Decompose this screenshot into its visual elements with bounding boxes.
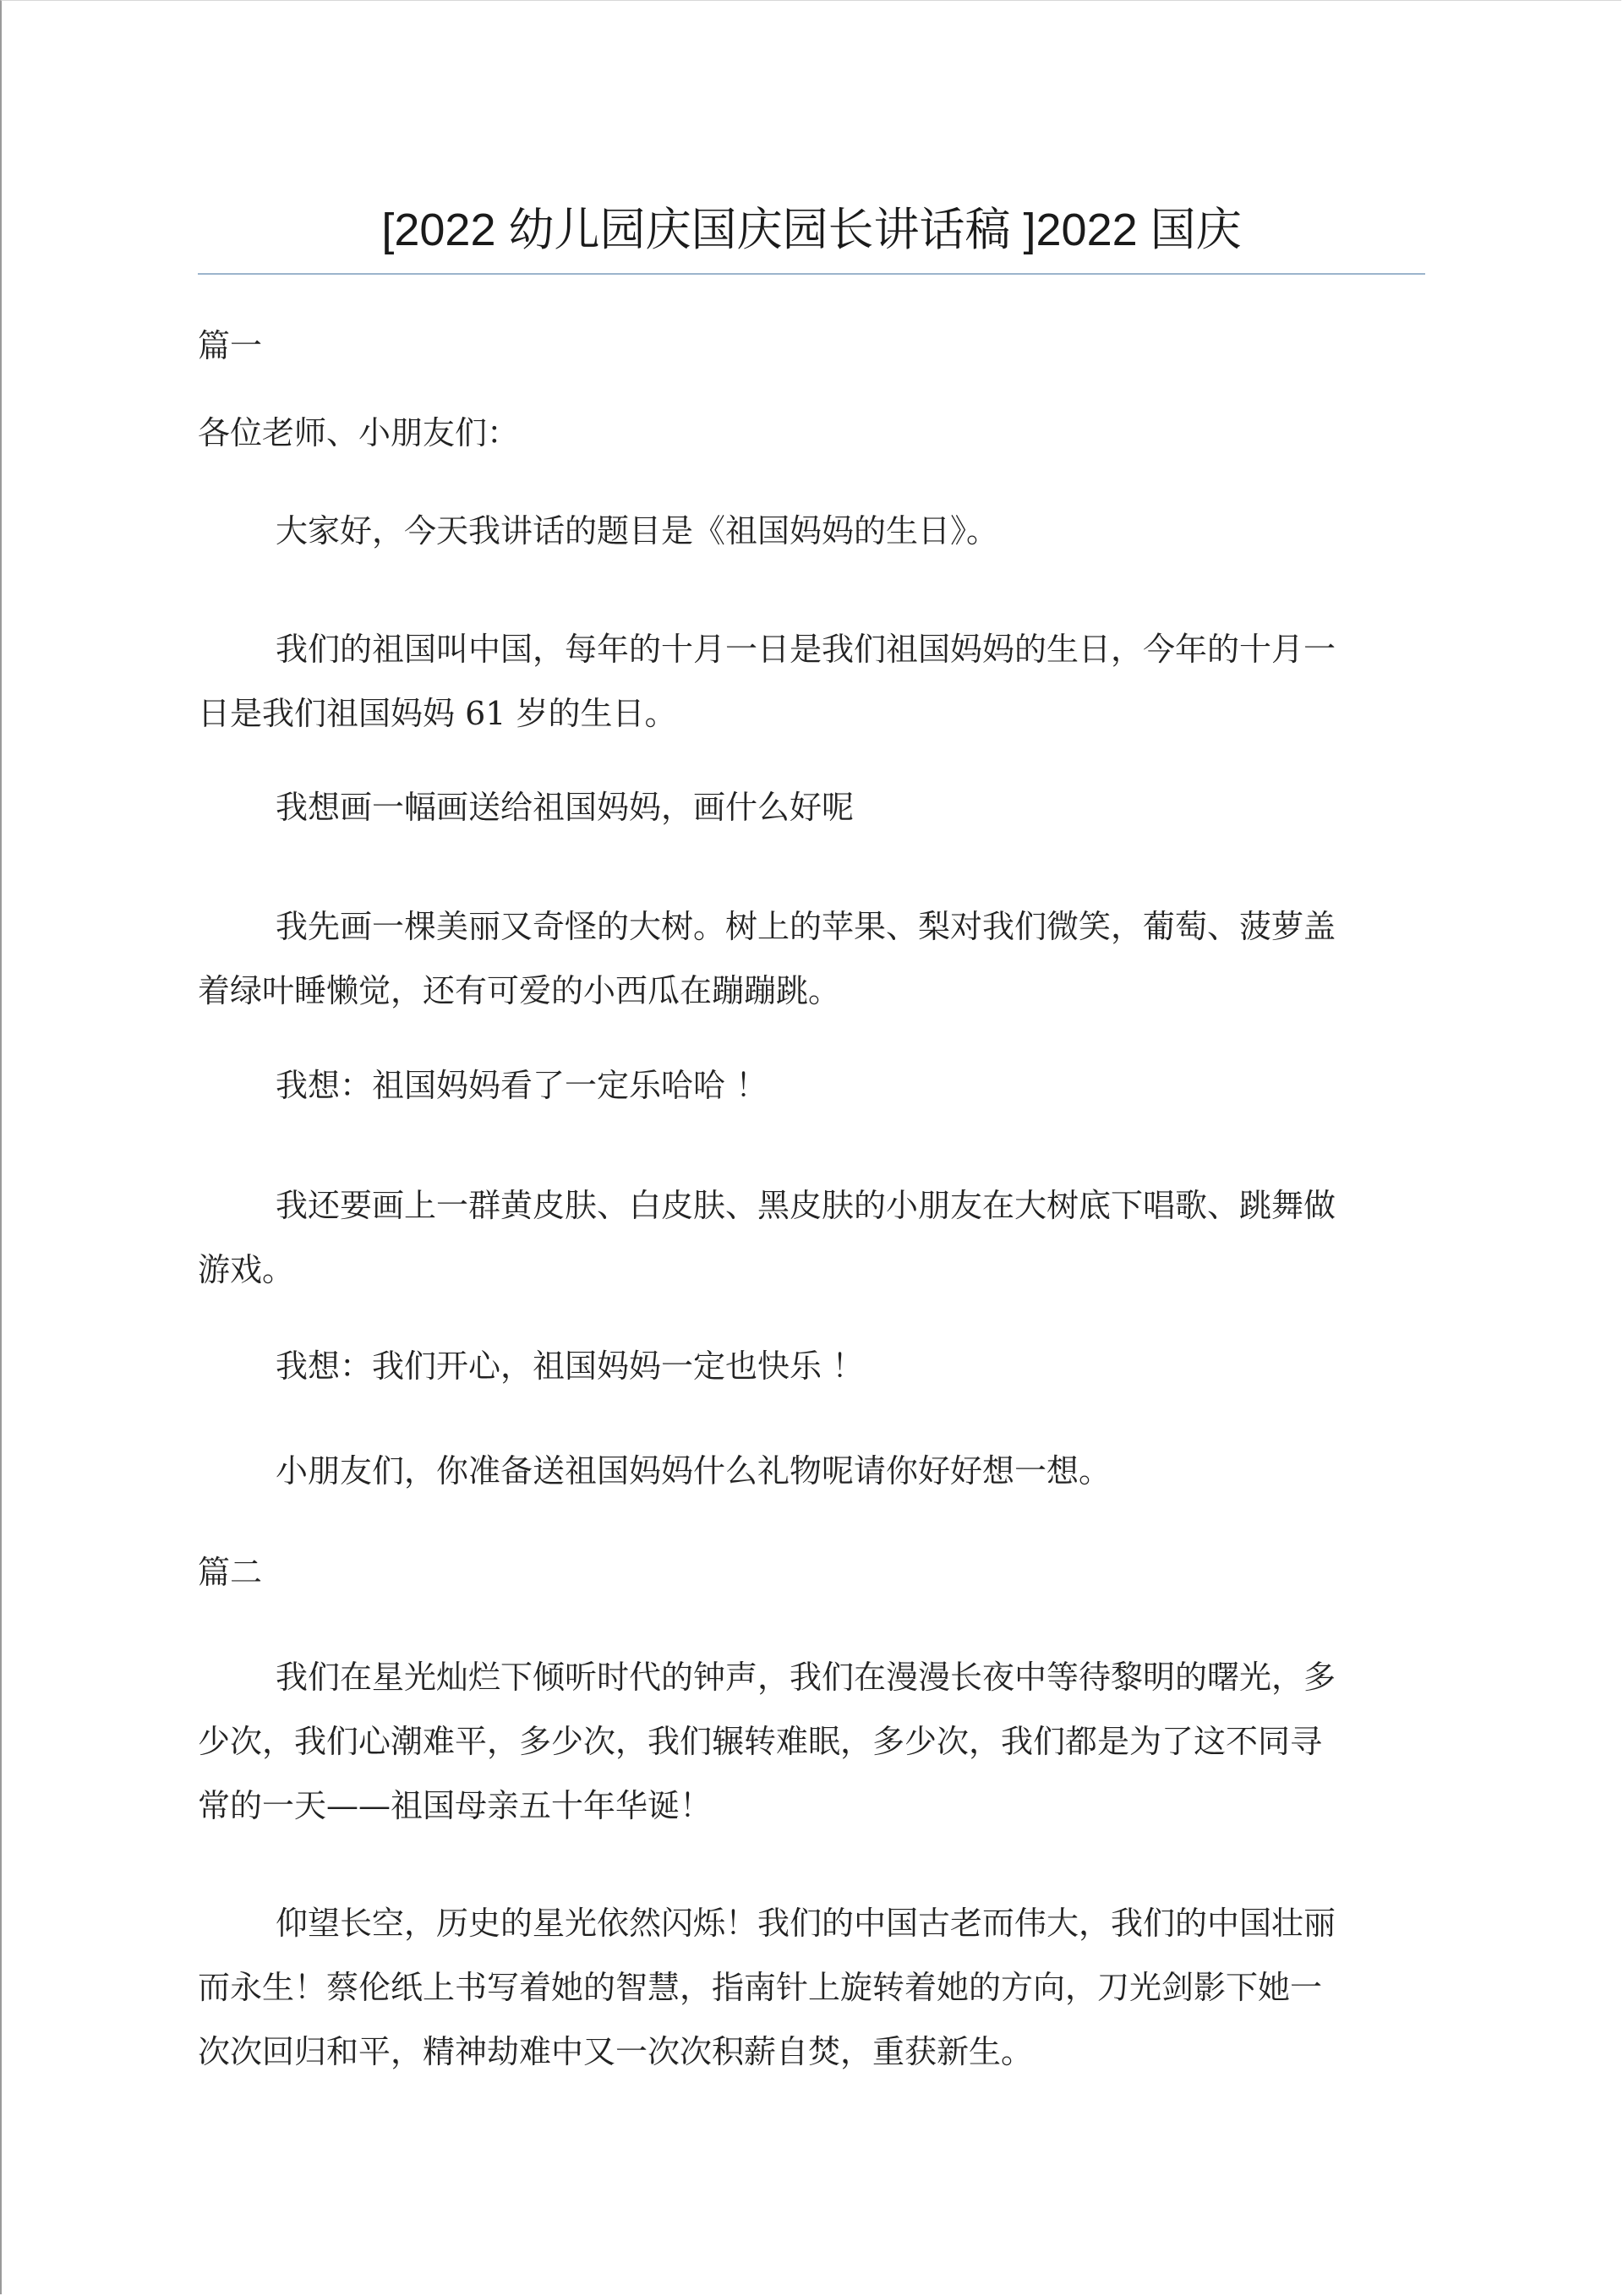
document-title: [2022 幼儿园庆国庆园长讲话稿 ]2022 国庆 [381,205,1242,255]
paragraph-children: 我还要画上一群黄皮肤、白皮肤、黑皮肤的小朋友在大树底下唱歌、跳舞做游戏。 [198,1187,1336,1288]
paragraph-greeting: 大家好，今天我讲话的题目是《祖国妈妈的生日》。 [276,512,999,549]
section-heading-2: 篇二 [198,1554,263,1591]
salutation: 各位老师、小朋友们： [198,414,520,451]
paragraph-starlight: 我们在星光灿烂下倾听时代的钟声，我们在漫漫长夜中等待黎明的曙光，多少次，我们心潮难平，多少次，我们辗转难眠，多少次，我们都是为了这不同寻常的一天——祖国母亲五十年华诞！ [198,1659,1336,1824]
section-heading-1: 篇一 [198,327,263,364]
paragraph-happy-mother: 我想：祖国妈妈看了一定乐哈哈 ！ [276,1067,768,1104]
paragraph-painting-idea: 我想画一幅画送给祖国妈妈，画什么好呢 [276,789,855,826]
paragraph-gift-question: 小朋友们，你准备送祖国妈妈什么礼物呢请你好好想一想。 [276,1452,1112,1490]
paragraph-birthday: 我们的祖国叫中国，每年的十月一日是我们祖国妈妈的生日，今年的十月一日是我们祖国妈妈 61 岁的生日。 [198,631,1336,732]
title-underline [198,273,1425,275]
paragraph-tree: 我先画一棵美丽又奇怪的大树。树上的苹果、梨对我们微笑，葡萄、菠萝盖着绿叶睡懒觉，还有可爱的小西瓜在蹦蹦跳。 [198,908,1336,1009]
paragraph-we-are-happy: 我想：我们开心，祖国妈妈一定也快乐 ！ [276,1348,865,1385]
paragraph-history: 仰望长空，历史的星光依然闪烁！我们的中国古老而伟大，我们的中国壮丽而永生！蔡伦纸上书写着她的智慧，指南针上旋转着她的方向，刀光剑影下她一次次回归和平，精神劫难中又一次次积薪自焚，重获新生。 [198,1905,1336,2070]
